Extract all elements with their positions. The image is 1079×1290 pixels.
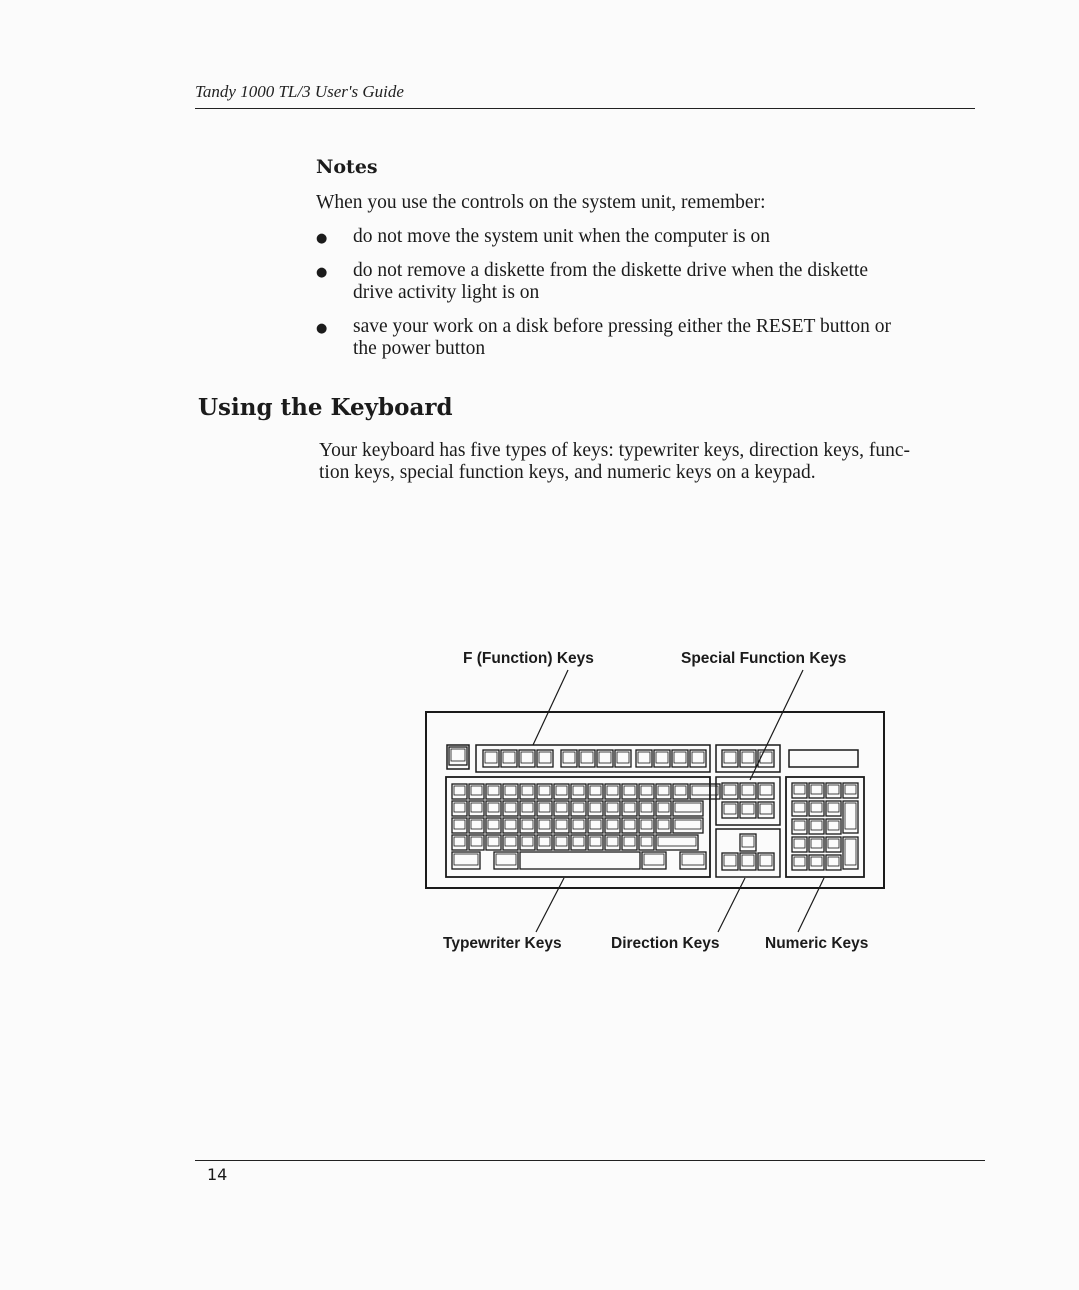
key-top xyxy=(505,786,516,795)
key-top xyxy=(522,820,533,829)
leader-typewriter-keys xyxy=(536,878,564,932)
key-top xyxy=(624,820,635,829)
body-line: Your keyboard has five types of keys: typewriter keys, direction keys, func- xyxy=(319,440,910,461)
key-top xyxy=(607,820,618,829)
key xyxy=(740,783,756,799)
key xyxy=(722,802,738,818)
key-top xyxy=(641,786,652,795)
running-header: Tandy 1000 TL/3 User's Guide xyxy=(195,82,404,101)
key xyxy=(758,802,774,818)
key-top xyxy=(521,752,533,763)
bullet-dot: ● xyxy=(316,231,328,246)
key-top xyxy=(496,854,516,865)
key-top xyxy=(556,786,567,795)
key xyxy=(452,852,480,869)
key xyxy=(494,852,518,869)
key xyxy=(722,853,738,870)
key xyxy=(672,750,688,767)
notes-intro: When you use the controls on the system unit, remember: xyxy=(316,192,766,213)
key-top xyxy=(742,836,754,847)
key-top xyxy=(724,855,736,866)
key-top xyxy=(675,803,701,812)
page-number: 14 xyxy=(207,1165,228,1184)
space-bar xyxy=(520,852,640,869)
key-top xyxy=(658,803,669,812)
key-top xyxy=(658,786,669,795)
key xyxy=(561,750,577,767)
key-top xyxy=(471,820,482,829)
key-top xyxy=(573,837,584,846)
key-top xyxy=(454,854,478,865)
key-top xyxy=(573,786,584,795)
key-top xyxy=(522,837,533,846)
key-top xyxy=(760,785,772,795)
key xyxy=(654,750,670,767)
key-top xyxy=(641,820,652,829)
key-top xyxy=(828,857,839,866)
key-top xyxy=(828,821,839,830)
key-top xyxy=(454,803,465,812)
key-top xyxy=(794,839,805,848)
key-top xyxy=(644,854,664,865)
key-top xyxy=(638,752,650,763)
key-top xyxy=(682,854,704,865)
key-top xyxy=(590,803,601,812)
key-top xyxy=(505,803,516,812)
key-top xyxy=(624,803,635,812)
key-top xyxy=(573,803,584,812)
key-top xyxy=(724,804,736,814)
leader-function-keys xyxy=(533,670,568,745)
key-top xyxy=(471,786,482,795)
key-top xyxy=(760,752,772,763)
key xyxy=(680,852,706,869)
key-top xyxy=(641,803,652,812)
key-top xyxy=(724,752,736,763)
key-top xyxy=(471,803,482,812)
key-top xyxy=(811,821,822,830)
key xyxy=(740,834,756,851)
bullet-line: do not remove a diskette from the diskette drive when the diskette xyxy=(353,260,868,281)
key-top xyxy=(539,803,550,812)
key-top xyxy=(724,785,736,795)
key-top xyxy=(742,785,754,795)
key-top xyxy=(742,855,754,866)
key xyxy=(597,750,613,767)
key-top xyxy=(556,837,567,846)
key-top xyxy=(607,786,618,795)
leader-numeric-keys xyxy=(798,878,824,932)
key-top xyxy=(522,786,533,795)
key-top xyxy=(590,786,601,795)
key-top xyxy=(563,752,575,763)
key-top xyxy=(539,837,550,846)
key-top xyxy=(811,839,822,848)
bullet-dot: ● xyxy=(316,321,328,336)
key xyxy=(537,750,553,767)
leader-special-function-keys xyxy=(750,670,803,780)
indicator-bar xyxy=(789,750,858,767)
key xyxy=(642,852,666,869)
key xyxy=(579,750,595,767)
key xyxy=(740,750,756,767)
key-top xyxy=(590,837,601,846)
key xyxy=(740,802,756,818)
key-top xyxy=(505,837,516,846)
key-top xyxy=(471,837,482,846)
label-function-keys: F (Function) Keys xyxy=(463,650,594,667)
key-top xyxy=(845,839,856,865)
key-top xyxy=(794,785,805,794)
key xyxy=(758,853,774,870)
key xyxy=(449,747,467,765)
key-top xyxy=(692,752,704,763)
bullet-line: do not move the system unit when the computer is on xyxy=(353,226,771,247)
body-line: tion keys, special function keys, and numeric keys on a keypad. xyxy=(319,462,816,483)
key xyxy=(758,783,774,799)
section-heading: Using the Keyboard xyxy=(198,394,453,421)
key xyxy=(636,750,652,767)
label-direction-keys: Direction Keys xyxy=(611,935,720,952)
key-top xyxy=(828,839,839,848)
key-top xyxy=(811,785,822,794)
key-top xyxy=(794,857,805,866)
key xyxy=(740,853,756,870)
key xyxy=(690,750,706,767)
key-top xyxy=(451,749,465,761)
key-top xyxy=(522,803,533,812)
key-top xyxy=(845,785,856,794)
key-top xyxy=(742,752,754,763)
key-top xyxy=(488,837,499,846)
key-top xyxy=(503,752,515,763)
key-top xyxy=(624,837,635,846)
key-top xyxy=(828,785,839,794)
key-top xyxy=(539,752,551,763)
key-top xyxy=(794,821,805,830)
key-top xyxy=(617,752,629,763)
key-top xyxy=(811,803,822,812)
key xyxy=(519,750,535,767)
bullet-line: the power button xyxy=(353,338,486,359)
label-special-function-keys: Special Function Keys xyxy=(681,650,847,667)
key-top xyxy=(811,857,822,866)
key xyxy=(722,783,738,799)
key-top xyxy=(454,837,465,846)
key-top xyxy=(675,820,701,829)
key-top xyxy=(539,786,550,795)
key-top xyxy=(794,803,805,812)
key-top xyxy=(454,786,465,795)
key-top xyxy=(599,752,611,763)
key-top xyxy=(742,804,754,814)
key-top xyxy=(581,752,593,763)
bullet-line: save your work on a disk before pressing either the RESET button or xyxy=(353,316,891,337)
key-top xyxy=(607,837,618,846)
key-top xyxy=(658,820,669,829)
key-top xyxy=(539,820,550,829)
key-top xyxy=(760,804,772,814)
key-top xyxy=(573,820,584,829)
footer-rule xyxy=(195,1160,985,1161)
key-top xyxy=(845,803,856,829)
notes-heading: Notes xyxy=(316,156,378,178)
label-numeric-keys: Numeric Keys xyxy=(765,935,869,952)
key-top xyxy=(760,855,772,866)
key-top xyxy=(674,752,686,763)
key-top xyxy=(675,786,686,795)
key xyxy=(722,750,738,767)
key-top xyxy=(624,786,635,795)
key-top xyxy=(658,837,696,846)
key-top xyxy=(454,820,465,829)
key-top xyxy=(692,786,718,795)
keyboard-case xyxy=(426,712,884,888)
bullet-line: drive activity light is on xyxy=(353,282,540,303)
key xyxy=(615,750,631,767)
key-top xyxy=(556,820,567,829)
leader-direction-keys xyxy=(718,878,745,932)
numeric-block xyxy=(786,777,864,877)
key-top xyxy=(828,803,839,812)
label-typewriter-keys: Typewriter Keys xyxy=(443,935,562,952)
key-top xyxy=(485,752,497,763)
key-top xyxy=(505,820,516,829)
key-top xyxy=(607,803,618,812)
special-key-block xyxy=(716,745,780,772)
key-top xyxy=(641,837,652,846)
key-top xyxy=(488,803,499,812)
key-top xyxy=(488,786,499,795)
key-top xyxy=(488,820,499,829)
key-top xyxy=(590,820,601,829)
key-top xyxy=(656,752,668,763)
key-top xyxy=(556,803,567,812)
bullet-dot: ● xyxy=(316,265,328,280)
